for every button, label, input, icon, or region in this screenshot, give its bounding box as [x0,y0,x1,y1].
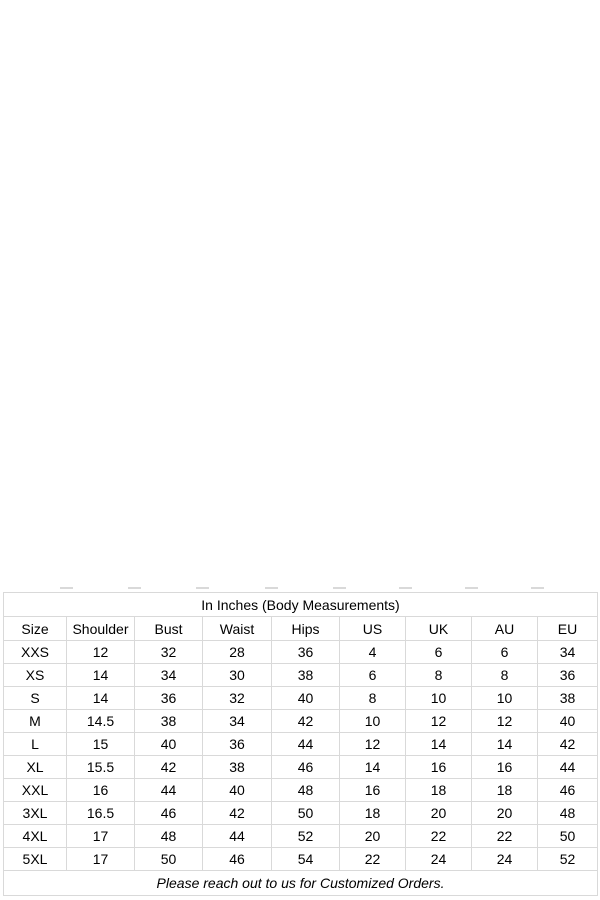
measurement-cell: 8 [406,664,472,687]
gridline-stub [399,587,412,589]
measurement-cell: 36 [272,641,340,664]
measurement-cell: 50 [272,802,340,825]
table-row [4,848,598,871]
gridline-stub [265,587,278,589]
size-label-cell: 5XL [4,848,67,871]
measurement-cell: 14 [406,733,472,756]
measurement-cell: 36 [538,664,598,687]
measurement-cell: 42 [538,733,598,756]
measurement-cell: 15 [67,733,135,756]
measurement-cell: 17 [67,848,135,871]
measurement-cell: 46 [135,802,203,825]
measurement-cell: 38 [538,687,598,710]
measurement-cell: 6 [340,664,406,687]
measurement-cell: 20 [406,802,472,825]
column-header: Waist [203,617,272,641]
measurement-cell: 18 [406,779,472,802]
measurement-cell: 10 [472,687,538,710]
measurement-cell: 16.5 [67,802,135,825]
size-label-cell: S [4,687,67,710]
gridline-stub [333,587,346,589]
measurement-cell: 42 [135,756,203,779]
table-footer-row [4,871,598,896]
measurement-cell: 34 [203,710,272,733]
measurement-cell: 38 [203,756,272,779]
measurement-cell: 48 [135,825,203,848]
measurement-cell: 16 [340,779,406,802]
measurement-cell: 50 [538,825,598,848]
table-row [4,756,598,779]
measurement-cell: 52 [272,825,340,848]
measurement-cell: 12 [472,710,538,733]
measurement-cell: 38 [135,710,203,733]
gridline-stub [128,587,141,589]
measurement-cell: 48 [538,802,598,825]
measurement-cell: 4 [340,641,406,664]
gridline-stub [196,587,209,589]
size-label-cell: L [4,733,67,756]
measurement-cell: 32 [203,687,272,710]
column-header: Hips [272,617,340,641]
table-row [4,802,598,825]
size-chart-table [3,592,598,896]
measurement-cell: 28 [203,641,272,664]
measurement-cell: 16 [67,779,135,802]
column-header: US [340,617,406,641]
measurement-cell: 50 [135,848,203,871]
measurement-cell: 14 [67,687,135,710]
size-label-cell: XS [4,664,67,687]
measurement-cell: 38 [272,664,340,687]
column-header: AU [472,617,538,641]
measurement-cell: 42 [272,710,340,733]
size-label-cell: XXS [4,641,67,664]
measurement-cell: 32 [135,641,203,664]
table-row [4,687,598,710]
table-row [4,710,598,733]
measurement-cell: 14.5 [67,710,135,733]
measurement-cell: 18 [472,779,538,802]
size-label-cell: 4XL [4,825,67,848]
measurement-cell: 44 [203,825,272,848]
size-label-cell: 3XL [4,802,67,825]
measurement-cell: 40 [135,733,203,756]
measurement-cell: 16 [406,756,472,779]
measurement-cell: 10 [340,710,406,733]
measurement-cell: 16 [472,756,538,779]
table-row [4,641,598,664]
measurement-cell: 52 [538,848,598,871]
table-row [4,664,598,687]
measurement-cell: 12 [406,710,472,733]
measurement-cell: 20 [340,825,406,848]
table-title-row [4,593,598,617]
measurement-cell: 18 [340,802,406,825]
gridline-stub [465,587,478,589]
measurement-cell: 22 [340,848,406,871]
measurement-cell: 12 [67,641,135,664]
measurement-cell: 36 [135,687,203,710]
column-header: Size [4,617,67,641]
measurement-cell: 46 [272,756,340,779]
measurement-cell: 36 [203,733,272,756]
measurement-cell: 34 [538,641,598,664]
column-header: Bust [135,617,203,641]
column-header: EU [538,617,598,641]
column-header: Shoulder [67,617,135,641]
measurement-cell: 40 [538,710,598,733]
measurement-cell: 22 [406,825,472,848]
measurement-cell: 20 [472,802,538,825]
measurement-cell: 6 [472,641,538,664]
cropped-gridline-stubs [0,587,600,591]
measurement-cell: 30 [203,664,272,687]
measurement-cell: 44 [135,779,203,802]
measurement-cell: 24 [472,848,538,871]
measurement-cell: 15.5 [67,756,135,779]
measurement-cell: 42 [203,802,272,825]
table-row [4,825,598,848]
customized-orders-note: Please reach out to us for Customized Orders. [4,871,598,896]
size-label-cell: XL [4,756,67,779]
gridline-stub [531,587,544,589]
measurement-cell: 40 [203,779,272,802]
table-row [4,779,598,802]
measurement-cell: 44 [538,756,598,779]
measurement-cell: 46 [203,848,272,871]
table-header-row [4,617,598,641]
column-header: UK [406,617,472,641]
measurement-cell: 22 [472,825,538,848]
size-label-cell: M [4,710,67,733]
measurement-cell: 54 [272,848,340,871]
measurement-cell: 10 [406,687,472,710]
measurement-cell: 14 [472,733,538,756]
size-label-cell: XXL [4,779,67,802]
measurement-cell: 6 [406,641,472,664]
measurement-cell: 24 [406,848,472,871]
measurement-cell: 34 [135,664,203,687]
measurement-cell: 8 [340,687,406,710]
measurement-cell: 12 [340,733,406,756]
measurement-cell: 48 [272,779,340,802]
gridline-stub [60,587,73,589]
measurement-cell: 8 [472,664,538,687]
measurement-cell: 44 [272,733,340,756]
measurement-cell: 46 [538,779,598,802]
table-row [4,733,598,756]
table-title: In Inches (Body Measurements) [4,593,598,617]
measurement-cell: 14 [340,756,406,779]
measurement-cell: 17 [67,825,135,848]
measurement-cell: 40 [272,687,340,710]
measurement-cell: 14 [67,664,135,687]
